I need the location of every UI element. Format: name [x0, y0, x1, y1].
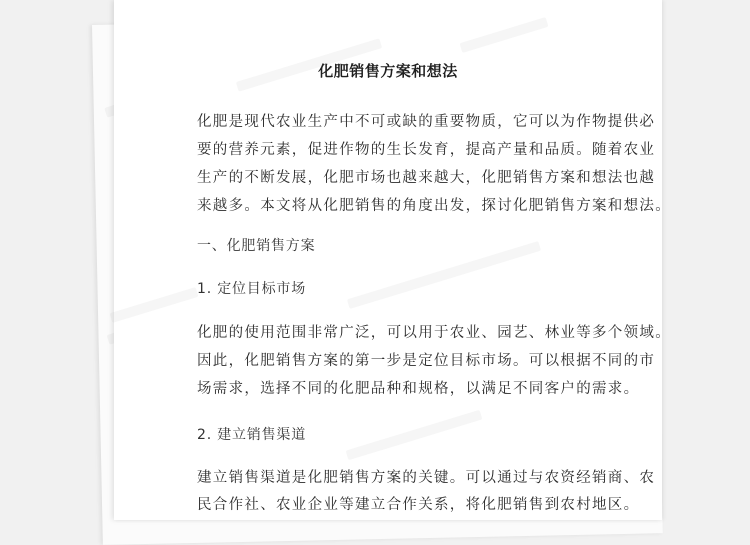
intro-line: 生产的不断发展，化肥市场也越来越大，化肥销售方案和想法也越: [197, 170, 656, 186]
document-title: 化肥销售方案和想法: [318, 62, 458, 80]
section-heading: 一、化肥销售方案: [197, 238, 316, 254]
body-line: 场需求，选择不同的化肥品种和规格，以满足不同客户的需求。: [197, 381, 640, 397]
body-line: 民合作社、农业企业等建立合作关系，将化肥销售到农村地区。: [197, 497, 640, 513]
document-page: [114, 0, 671, 520]
body-line: 因此，化肥销售方案的第一步是定位目标市场。可以根据不同的市: [197, 353, 656, 369]
watermark: [110, 287, 199, 323]
watermark: [346, 410, 483, 460]
subsection-heading: 2. 建立销售渠道: [197, 427, 307, 443]
subsection-heading: 1. 定位目标市场: [197, 281, 307, 297]
intro-line: 要的营养元素，促进作物的生长发育，提高产量和品质。随着农业: [197, 142, 656, 158]
body-line: 建立销售渠道是化肥销售方案的关键。可以通过与农资经销商、农: [197, 470, 656, 486]
body-line: 化肥的使用范围非常广泛，可以用于农业、园艺、林业等多个领域。: [197, 325, 671, 341]
watermark: [347, 241, 541, 309]
intro-line: 化肥是现代农业生产中不可或缺的重要物质，它可以为作物提供必: [197, 114, 656, 130]
intro-line: 来越多。本文将从化肥销售的角度出发，探讨化肥销售方案和想法。: [197, 198, 671, 214]
watermark: [460, 17, 549, 53]
